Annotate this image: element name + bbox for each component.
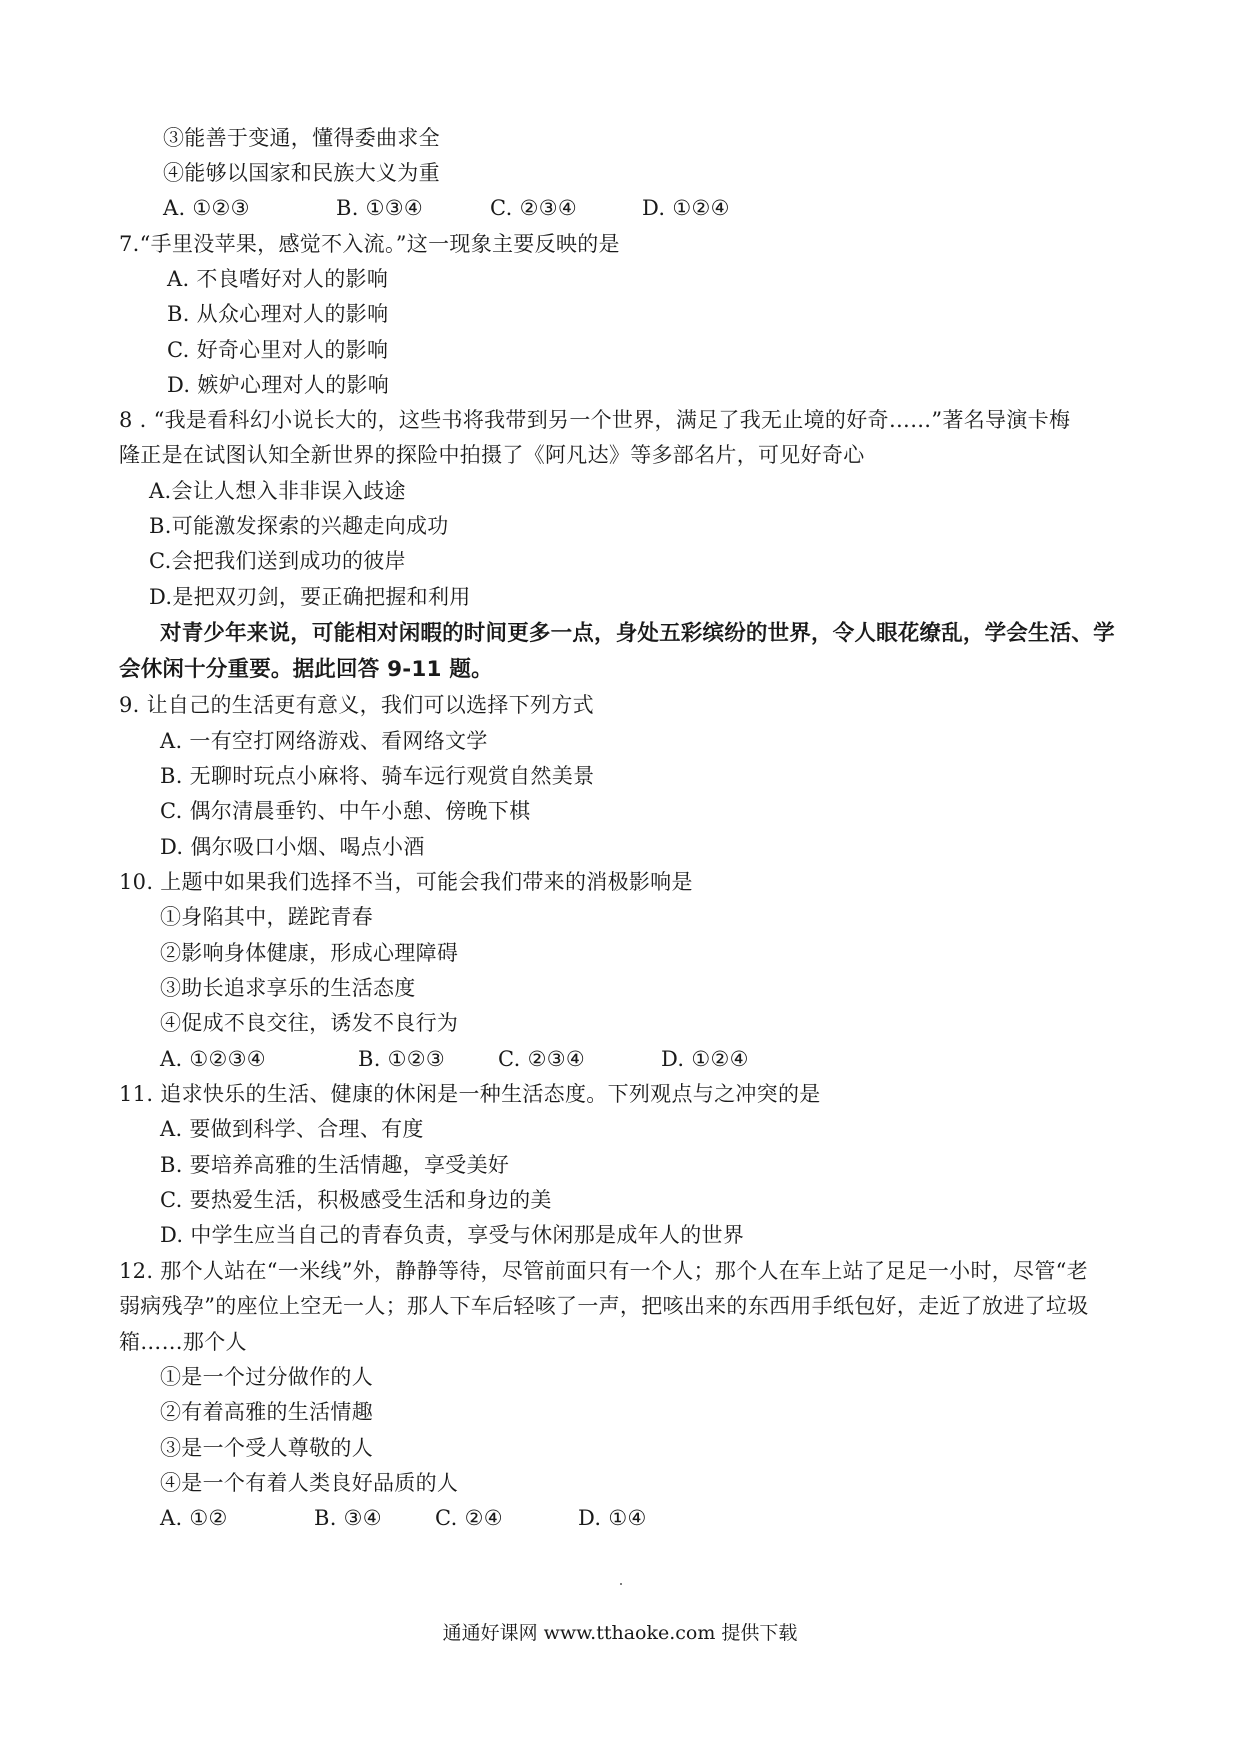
q6-option-d: D. ①②④	[642, 196, 730, 220]
intro-line-2: 会休闲十分重要。据此回答 9-11 题。	[119, 657, 493, 682]
q8-option-a: A.会让人想入非非误入歧途	[149, 479, 406, 503]
q10-option-b: B. ①②③	[358, 1047, 446, 1071]
q8-option-c: C.会把我们送到成功的彼岸	[149, 549, 406, 573]
q11-option-b: B. 要培养高雅的生活情趣，享受美好	[160, 1153, 510, 1177]
q10-option-a: A. ①②③④	[160, 1047, 266, 1071]
q10-option-c: C. ②③④	[498, 1047, 585, 1071]
q9-option-b: B. 无聊时玩点小麻将、骑车远行观赏自然美景	[160, 764, 595, 788]
q9-option-a: A. 一有空打网络游戏、看网络文学	[160, 729, 488, 753]
q12-item-1: ①是一个过分做作的人	[160, 1365, 373, 1389]
q12-stem-line-1: 12. 那个人站在“一米线”外，静静等待，尽管前面只有一个人；那个人在车上站了足足一小时，尽管“老	[119, 1259, 1088, 1283]
q12-item-4: ④是一个有着人类良好品质的人	[160, 1471, 459, 1495]
q7-option-a: A. 不良嗜好对人的影响	[167, 267, 389, 291]
q6-item-4: ④能够以国家和民族大义为重	[163, 161, 440, 185]
intro-line-1: 对青少年来说，可能相对闲暇的时间更多一点，身处五彩缤纷的世界，令人眼花缭乱，学会生活、学	[160, 621, 1115, 646]
scan-speck	[620, 1583, 622, 1585]
q8-option-d: D.是把双刃剑，要正确把握和利用	[149, 585, 471, 609]
q11-option-c: C. 要热爱生活，积极感受生活和身边的美	[160, 1188, 552, 1212]
q12-stem-line-3: 箱……那个人	[119, 1330, 247, 1354]
q10-item-3: ③助长追求享乐的生活态度	[160, 976, 416, 1000]
q10-item-4: ④促成不良交往，诱发不良行为	[160, 1011, 459, 1035]
q8-stem-line-1: 8 . “我是看科幻小说长大的，这些书将我带到另一个世界，满足了我无止境的好奇……”著名导演卡梅	[119, 408, 1071, 432]
q6-item-3: ③能善于变通，懂得委曲求全	[163, 126, 440, 150]
q6-option-c: C. ②③④	[490, 196, 577, 220]
q7-option-b: B. 从众心理对人的影响	[167, 302, 389, 326]
q12-item-2: ②有着高雅的生活情趣	[160, 1400, 373, 1424]
q9-stem: 9. 让自己的生活更有意义，我们可以选择下列方式	[119, 693, 594, 717]
q6-option-a: A. ①②③	[163, 196, 250, 220]
q11-option-a: A. 要做到科学、合理、有度	[160, 1117, 424, 1141]
q10-option-d: D. ①②④	[661, 1047, 749, 1071]
q12-option-a: A. ①②	[160, 1506, 228, 1530]
q12-option-b: B. ③④	[314, 1506, 382, 1530]
q7-option-d: D. 嫉妒心理对人的影响	[167, 373, 390, 397]
q9-option-d: D. 偶尔吸口小烟、喝点小酒	[160, 835, 425, 859]
q10-stem: 10. 上题中如果我们选择不当，可能会我们带来的消极影响是	[119, 870, 693, 894]
q7-option-c: C. 好奇心里对人的影响	[167, 338, 389, 362]
q10-item-2: ②影响身体健康，形成心理障碍	[160, 941, 459, 965]
q11-stem: 11. 追求快乐的生活、健康的休闲是一种生活态度。下列观点与之冲突的是	[119, 1082, 821, 1106]
q6-option-b: B. ①③④	[336, 196, 424, 220]
q9-option-c: C. 偶尔清晨垂钓、中午小憩、傍晚下棋	[160, 799, 531, 823]
q10-item-1: ①身陷其中，蹉跎青春	[160, 905, 373, 929]
q12-option-d: D. ①④	[578, 1506, 647, 1530]
q12-stem-line-2: 弱病残孕”的座位上空无一人；那人下车后轻咳了一声，把咳出来的东西用手纸包好，走近了放进了垃圾	[119, 1294, 1089, 1318]
q12-option-c: C. ②④	[435, 1506, 503, 1530]
q12-item-3: ③是一个受人尊敬的人	[160, 1436, 373, 1460]
q8-stem-line-2: 隆正是在试图认知全新世界的探险中拍摄了《阿凡达》等多部名片，可见好奇心	[119, 443, 865, 467]
q7-stem: 7.“手里没苹果，感觉不入流。”这一现象主要反映的是	[119, 232, 620, 256]
page-footer: 通通好课网 www.tthaoke.com 提供下载	[442, 1622, 798, 1644]
q8-option-b: B.可能激发探索的兴趣走向成功	[149, 514, 449, 538]
q11-option-d: D. 中学生应当自己的青春负责，享受与休闲那是成年人的世界	[160, 1223, 745, 1247]
